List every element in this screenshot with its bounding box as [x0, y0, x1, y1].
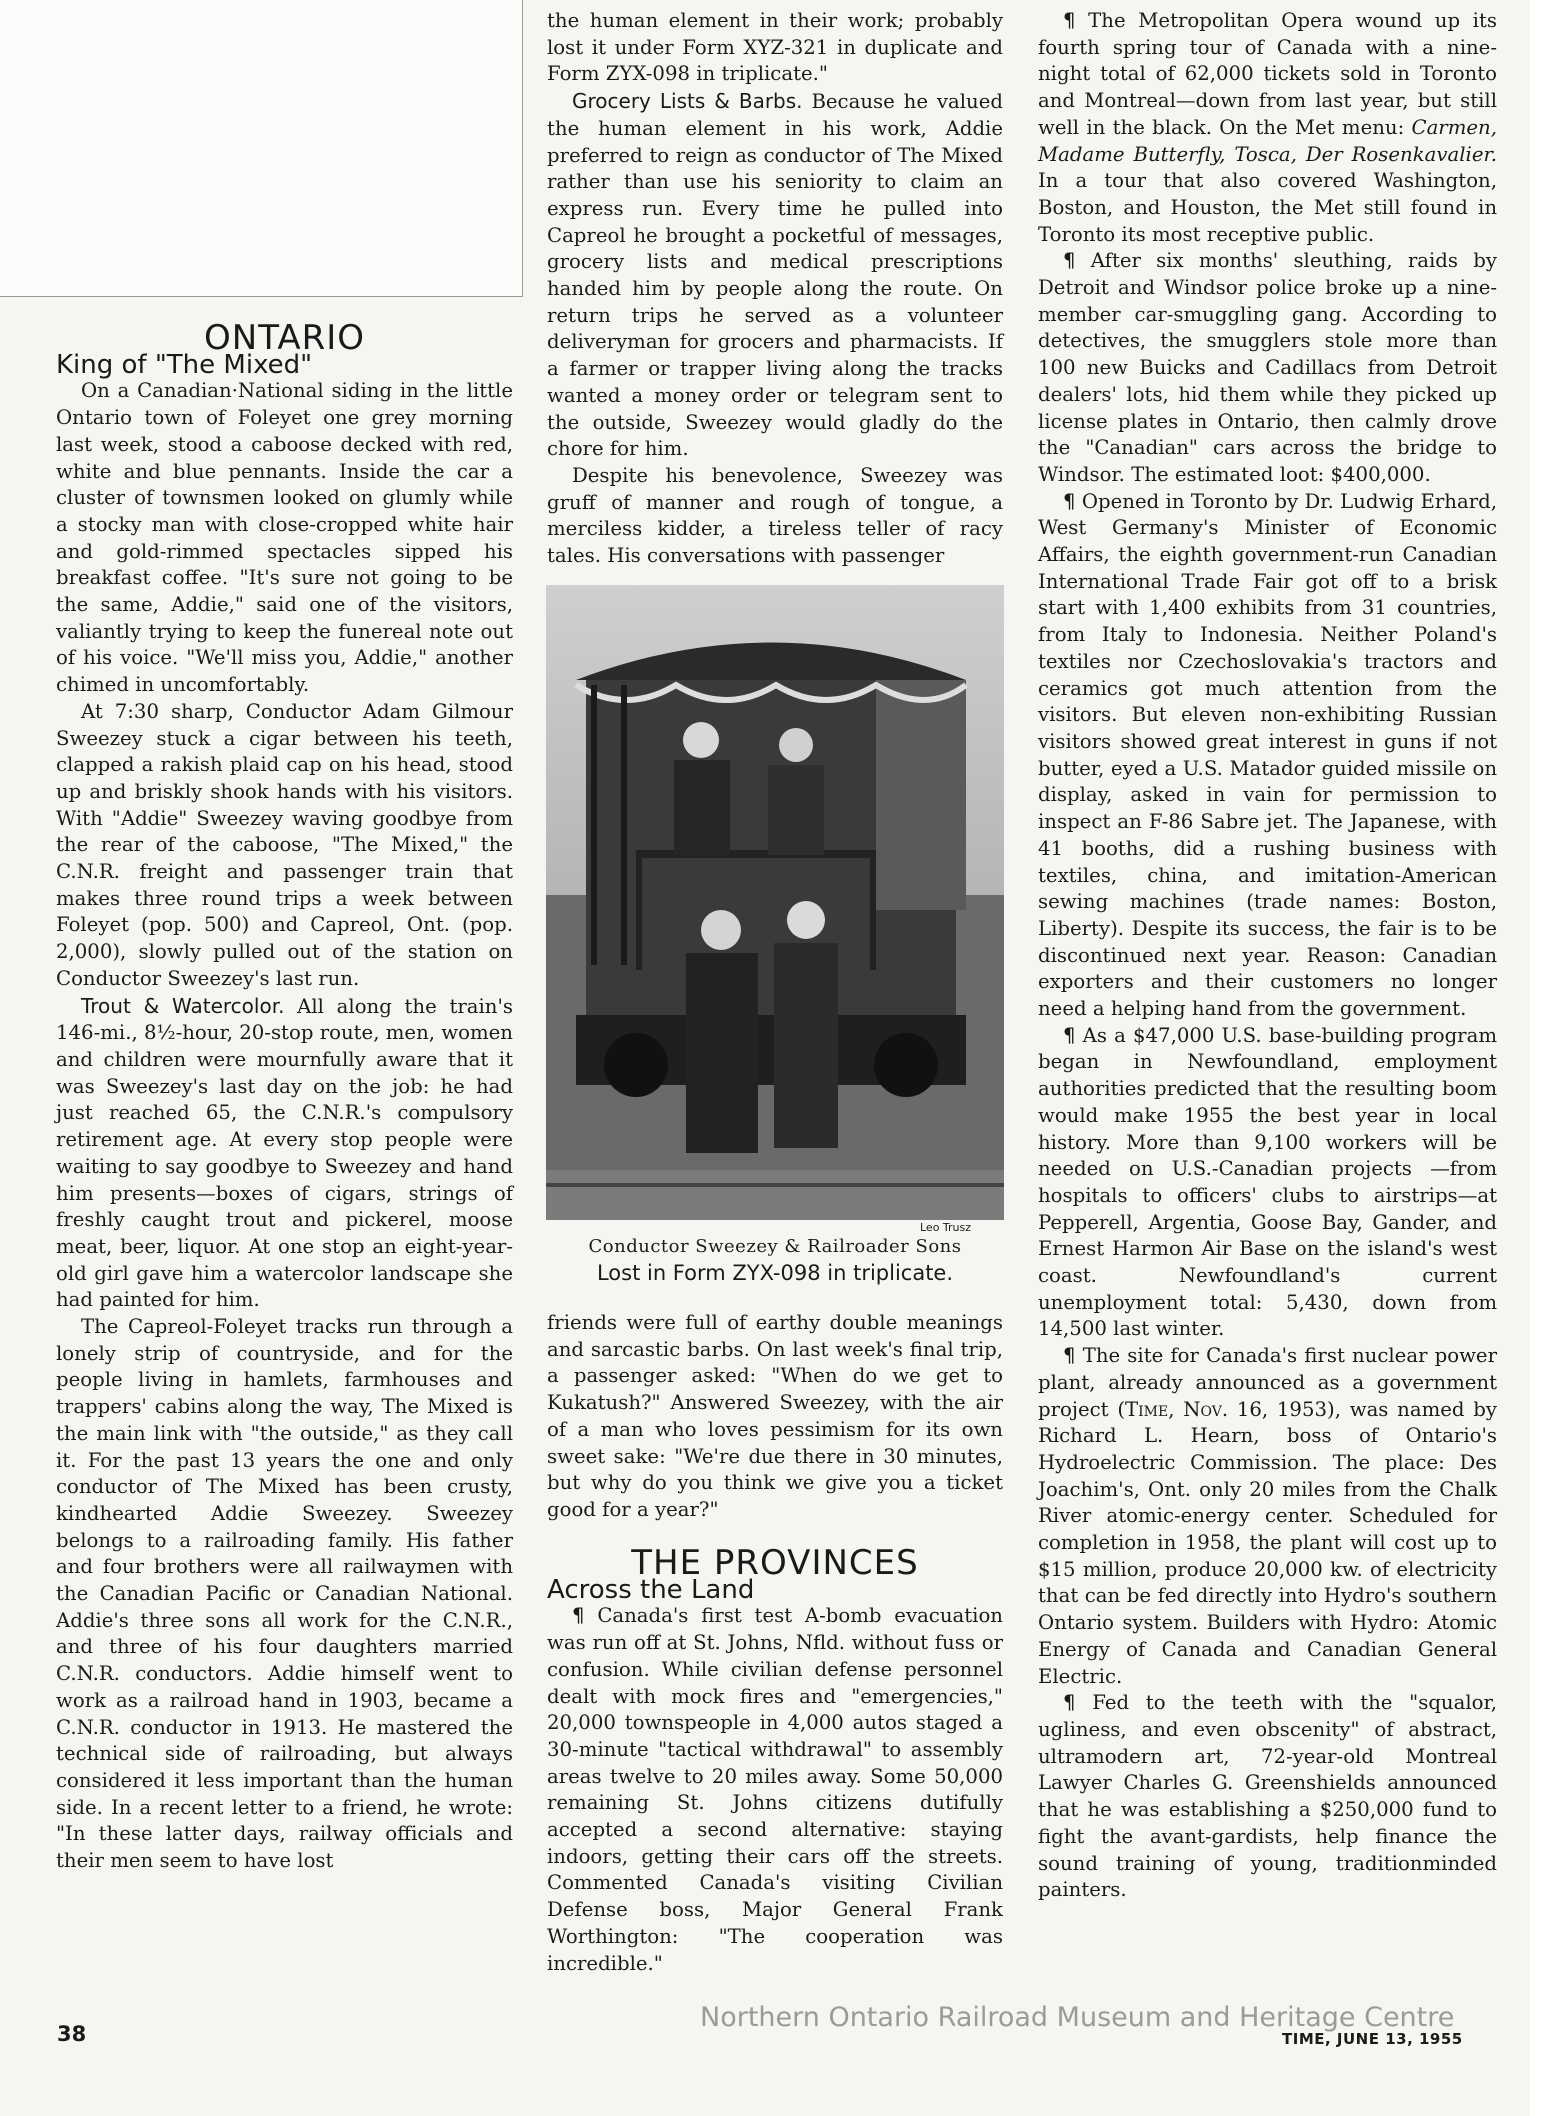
time-citation: Time, Nov. 16, 1953 — [1125, 1397, 1328, 1421]
ontario-heading: ONTARIO — [204, 318, 365, 358]
grocery-runin: Grocery Lists & Barbs. — [572, 89, 803, 114]
item-text: Canada's first test A-bomb evacuation was run off at St. Johns, Nfld. without fuss or confusion. While civilian defense personnel dealt with mock fires and "emergencies," 20,000 townspeople in 4,000 autos staged a 30-minute "tactical withdrawal" to assembly areas twelve to 20 miles away. Some 50,000 remaining St. Johns citizens dutifully accepted a second alternative: staying indoors, getting their cars off the streets. Commented Canada's visiting Civilian Defense boss, Major General Frank Worthington: "The cooperation was incredible." — [547, 1604, 1003, 1975]
provinces-column — [1038, 8, 1497, 1904]
item-text: As a $47,000 U.S. base-building program began in Newfoundland, employment authorities predicted that the resulting boom would make 1955 the best year in local history. More than 9,100 workers will be needed on U.S.-Canadian projects —from hospitals to officers' clubs to airstrips—at Pepperell, Argentia, Goose Bay, Gander, and Ernest Harmon Air Base on the island's west coast. Newfoundland's current unemployment total: 5,430, down from 14,500 last winter. — [1038, 1023, 1497, 1341]
provinces-item — [1038, 248, 1497, 488]
provinces-section — [547, 1543, 1003, 1977]
item-text: The Metropolitan Opera wound up its fourth spring tour of Canada with a nine-night total of 62,000 tickets sold in Toronto and Montreal—down from last year, but still well in the black. On the Met menu: — [1038, 9, 1497, 139]
opera-list: Carmen, Madame Butterfly, Tosca, Der Rosenkavalier. — [1038, 115, 1497, 166]
grocery-text: Because he valued the human element in his work, Addie preferred to reign as conductor of The Mixed rather than use his seniority to claim an express run. Every time he pulled into Capreol he brought a pocketful of messages, grocery lists and medical prescriptions handed him by people along the route. On return trips he served as a volunteer deliveryman for grocers and pharmacists. If a farmer or trapper living along the tracks wanted a money order or telegram sent to the outside, Sweezey would gladly do the chore for him. — [547, 90, 1003, 461]
provinces-item — [1038, 1690, 1497, 1904]
provinces-item — [1038, 489, 1497, 1023]
provinces-item — [1038, 1023, 1497, 1343]
provinces-item — [1038, 8, 1497, 248]
pilcrow-icon: ¶ — [572, 1604, 585, 1628]
ontario-paragraph: The Capreol-Foleyet tracks run through a lonely strip of countryside, and for the people living in hamlets, farmhouses and trappers' cabins along the way, The Mixed is the main link with "the outside," as they call it. For the past 13 years the one and only conductor of The Mixed has been crusty, kindhearted Addie Sweezey. Sweezey belongs to a railroading family. His father and four brothers were all railwaymen with the Canadian Pacific or Canadian National. Addie's three sons all work for the C.N.R., and three of his four daughters married C.N.R. conductors. Addie himself went to work as a railroad hand in 1903, became a C.N.R. conductor in 1913. He mastered the technical side of railroading, but always considered it less important than the human side. In a recent letter to a friend, he wrote: "In these latter days, railway officials and their men seem to have lost — [56, 1315, 513, 1873]
provinces-heading: THE PROVINCES — [631, 1543, 919, 1583]
photo-caption-names: Conductor Sweezey & Railroader Sons — [588, 1236, 962, 1257]
ontario-column-continued — [547, 8, 1003, 570]
trout-runin: Trout & Watercolor. — [81, 993, 285, 1018]
trout-text: All along the train's 146-mi., 8½-hour, 20-stop route, men, women and children were mournfully aware that it was Sweezey's last day on the job: he had just reached 65, the C.N.R.'s compulsory retirement age. At every stop people were waiting to say goodbye to Sweezey and hand him presents—boxes of cigars, strings of freshly caught trout and pickerel, moose meat, beer, liquor. At one stop an eight-year-old girl gave him a watercolor landscape she had painted for him. — [56, 994, 514, 1312]
provinces-item — [547, 1603, 1003, 1977]
item-text: Fed to the teeth with the "squalor, ugliness, and even obscenity" of abstract, ultramodern art, 72-year-old Montreal Lawyer Charles G. Greenshields announced that he was establishing a $250,000 fund to fight the avant-gardists, help finance the sound training of young, traditionminded painters. — [1038, 1691, 1497, 1902]
caboose-illustration — [546, 585, 1004, 1220]
item-text: ), was named by Richard L. Hearn, boss of Ontario's Hydroelectric Commission. The place: Des Joachim's, Ont. only 20 miles from the Chalk River atomic-energy center. Scheduled for completion in 1958, the plant will cost up to $15 million, produce 20,000 kw. of electricity that can be fed directly into Hydro's southern Ontario system. Builders with Hydro: Atomic Energy of Canada and Canadian General Electric. — [1038, 1397, 1497, 1688]
ontario-paragraph — [56, 993, 513, 1314]
ontario-paragraph: the human element in their work; probably lost it under Form XYZ-321 in duplicate and Form ZYX-098 in triplicate." — [547, 9, 1003, 86]
pilcrow-icon: ¶ — [1063, 1023, 1076, 1047]
blank-clipping-area — [0, 0, 523, 297]
ontario-column-end — [547, 1310, 1003, 1524]
ontario-paragraph: At 7:30 sharp, Conductor Adam Gilmour Sweezey stuck a cigar between his teeth, clapped a rakish plaid cap on his head, stood up and briskly shook hands with his visitors. With "Addie" Sweezey waving goodbye from the rear of the caboose, "The Mixed," the C.N.R. freight and passenger train that makes three round trips a week between Foleyet (pop. 500) and Capreol, Ont. (pop. 2,000), slowly pulled out of the station on Conductor Sweezey's last run. — [56, 699, 513, 990]
provinces-subheading: Across the Land — [547, 1574, 755, 1605]
item-text: The site for Canada's first nuclear power plant, already announced as a government project ( — [1038, 1344, 1497, 1421]
ontario-paragraph: friends were full of earthy double meanings and sarcastic barbs. On last week's final trip, a passenger asked: "When do we get to Kukatush?" Answered Sweezey, with the air of a man who loves pessimism for its own sweet sake: "We're due there in 30 minutes, but why do you think we give you a ticket good for a year?" — [547, 1311, 1003, 1521]
item-text: In a tour that also covered Washington, Boston, and Houston, the Met still found in Toronto its most receptive public. — [1038, 169, 1497, 246]
item-text: Opened in Toronto by Dr. Ludwig Erhard, West Germany's Minister of Economic Affairs, the eighth government-run Canadian International Trade Fair got off to a brisk start with 1,400 exhibits from 31 countries, from Italy to Indonesia. Neither Poland's textiles nor Czechoslovakia's tractors and ceramics got much attention from the visitors. But eleven non-exhibiting Russian visitors showed great interest in guns if not butter, eyed a U.S. Matador guided missile on display, asked in vain for permission to inspect an F-86 Sabre jet. The Japanese, with 41 booths, did a rushing business with textiles, china, and imitation-American sewing machines (trade names: Boston, Liberty). Despite its success, the fair is to be discontinued next year. Reason: Canadian exporters and their customers no longer need a helping hand from the government. — [1038, 489, 1497, 1021]
photo-caption-quip: Lost in Form ZYX-098 in triplicate. — [596, 1261, 954, 1285]
caboose-photo — [546, 585, 1004, 1220]
photo-credit: Leo Trusz — [920, 1221, 972, 1234]
museum-watermark: Northern Ontario Railroad Museum and Heritage Centre — [700, 2002, 1455, 2033]
page-number: 38 — [57, 2022, 87, 2046]
pilcrow-icon: ¶ — [1063, 1344, 1076, 1368]
ontario-paragraph — [547, 88, 1003, 463]
ontario-paragraph: Despite his benevolence, Sweezey was gruff of manner and rough of tongue, a merciless kidder, a tireless teller of racy tales. His conversations with passenger — [547, 463, 1003, 568]
pilcrow-icon: ¶ — [1063, 489, 1076, 513]
provinces-item — [1038, 1343, 1497, 1690]
scan-margin — [1530, 0, 1551, 2116]
ontario-column — [56, 318, 514, 1875]
issue-date: TIME, JUNE 13, 1955 — [1282, 2030, 1463, 2048]
ontario-paragraph: On a Canadian·National siding in the little Ontario town of Foleyet one grey morning last week, stood a caboose decked with red, white and blue pennants. Inside the car a cluster of townsmen looked on glumly while a stocky man with close-cropped white hair and gold-rimmed spectacles sipped his breakfast coffee. "It's sure not going to be the same, Addie," said one of the visitors, valiantly trying to keep the funereal note out of his voice. "We'll miss you, Addie," another chimed in uncomfortably. — [56, 379, 513, 697]
pilcrow-icon: ¶ — [1063, 249, 1076, 273]
pilcrow-icon: ¶ — [1063, 1691, 1076, 1715]
pilcrow-icon: ¶ — [1063, 9, 1076, 32]
ontario-subheading: King of "The Mixed" — [56, 349, 313, 380]
item-text: After six months' sleuthing, raids by Detroit and Windsor police broke up a nine-member car-smuggling gang. According to detectives, the smugglers stole more than 100 new Buicks and Cadillacs from Detroit dealers' lots, hid them while they picked up license plates in Ontario, then calmly drove the "Canadian" cars across the bridge to Windsor. The estimated loot: $400,000. — [1038, 249, 1497, 486]
